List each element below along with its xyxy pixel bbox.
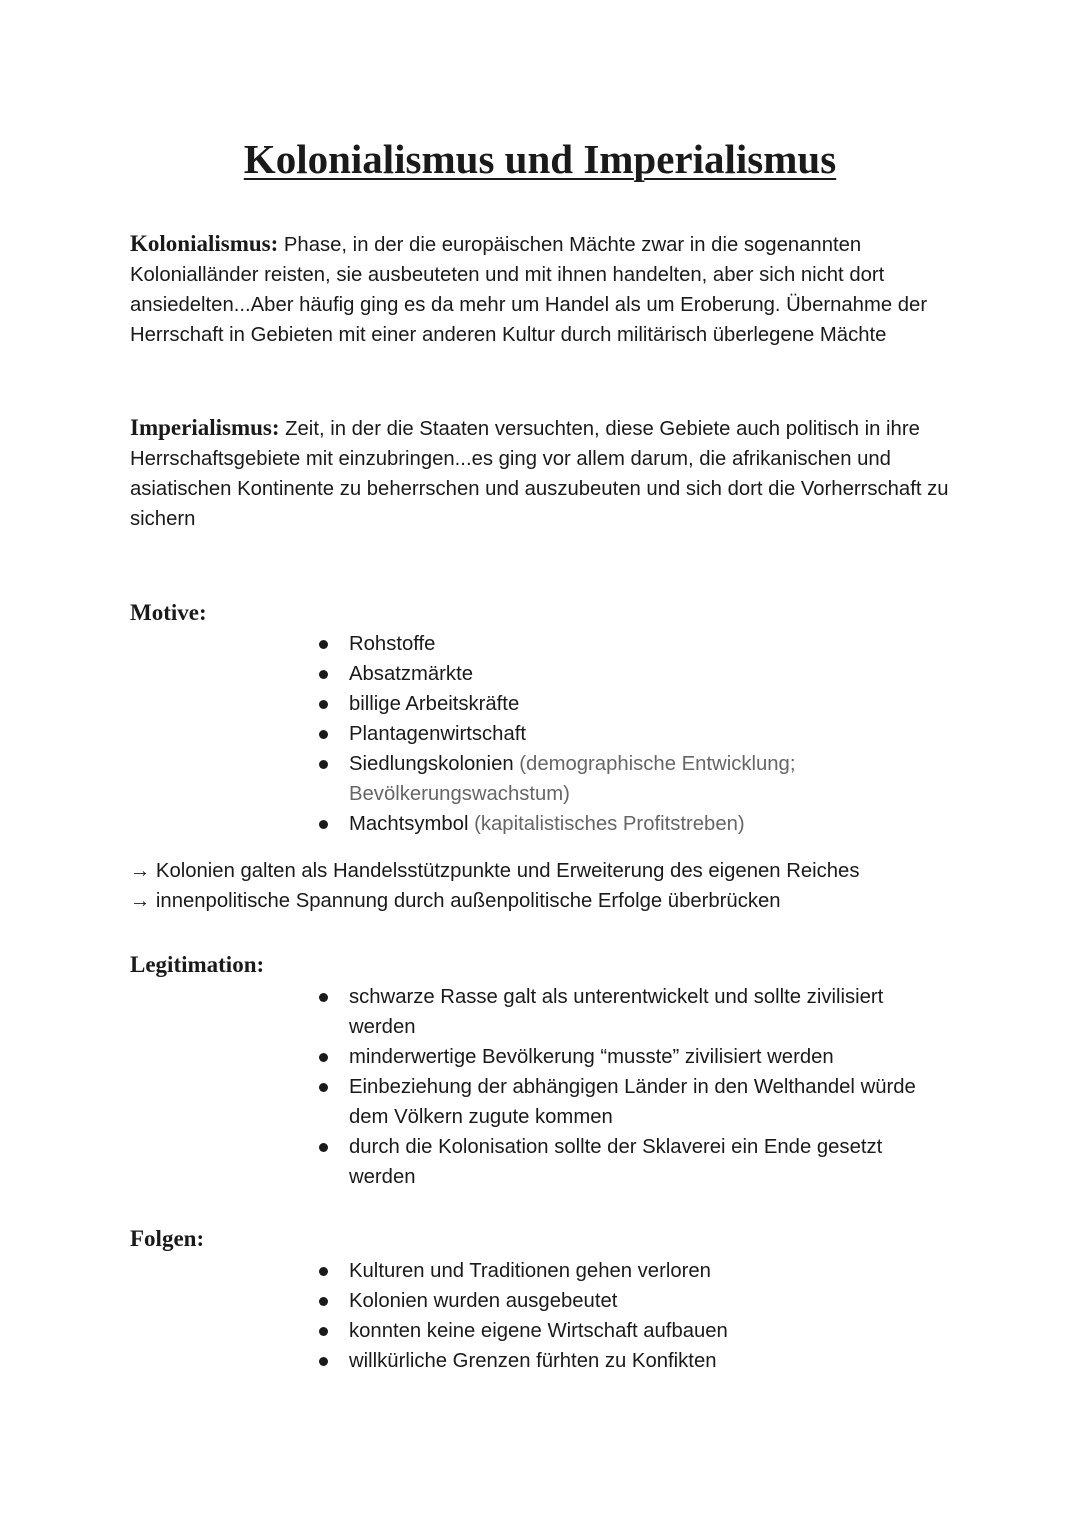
list-item-text: konnten keine eigene Wirtschaft aufbauen (349, 1320, 728, 1342)
bullet-icon (319, 700, 328, 709)
list-item (349, 1042, 949, 1072)
list-item-text: billige Arbeitskräfte (349, 693, 520, 715)
list-item (349, 1346, 949, 1376)
imperialismus-paragraph (130, 413, 960, 534)
motive-heading: Motive: (130, 600, 207, 625)
list-item (349, 659, 949, 689)
list-item-text: Einbeziehung der abhängigen Länder in den Welthandel würde dem Völkern zugute kommen (349, 1076, 916, 1128)
list-item-text: Siedlungskolonien (349, 753, 514, 775)
motive-list (349, 629, 949, 839)
list-item (349, 1072, 949, 1132)
list-item-text: Kulturen und Traditionen gehen verloren (349, 1260, 711, 1282)
bullet-icon (319, 1357, 328, 1366)
list-item-note: (demographische Entwicklung; Bevölkerungswachstum) (349, 753, 796, 805)
bullet-icon (319, 993, 328, 1002)
list-item-text: Rohstoffe (349, 633, 436, 655)
motive-conclusion-2: → innenpolitische Spannung durch außenpolitische Erfolge überbrücken (130, 890, 781, 912)
list-item-text: schwarze Rasse galt als unterentwickelt und sollte zivilisiert werden (349, 986, 884, 1038)
bullet-icon (319, 1143, 328, 1152)
folgen-list (349, 1256, 949, 1376)
list-item-text: willkürliche Grenzen fürhten zu Konfikten (349, 1350, 717, 1372)
list-item (349, 689, 949, 719)
bullet-icon (319, 640, 328, 649)
list-item (349, 1256, 949, 1286)
list-item-text: minderwertige Bevölkerung “musste” zivilisiert werden (349, 1046, 834, 1068)
bullet-icon (319, 820, 328, 829)
list-item (349, 719, 949, 749)
list-item (349, 809, 949, 839)
list-item-text: Machtsymbol (349, 813, 469, 835)
bullet-icon (319, 1083, 328, 1092)
list-item-text: Plantagenwirtschaft (349, 723, 526, 745)
list-item-text: durch die Kolonisation sollte der Sklaverei ein Ende gesetzt werden (349, 1136, 883, 1188)
kolonialismus-term: Kolonialismus: (130, 231, 279, 256)
legitimation-list (349, 982, 949, 1192)
bullet-icon (319, 1053, 328, 1062)
list-item (349, 1286, 949, 1316)
kolonialismus-paragraph (130, 229, 960, 350)
list-item-text: Kolonien wurden ausgebeutet (349, 1290, 618, 1312)
folgen-heading: Folgen: (130, 1226, 205, 1251)
list-item-note: (kapitalistisches Profitstreben) (474, 813, 745, 835)
list-item-text: Absatzmärkte (349, 663, 473, 685)
imperialismus-term: Imperialismus: (130, 415, 280, 440)
list-item (349, 1316, 949, 1346)
motive-conclusion-1: → Kolonien galten als Handelsstützpunkte und Erweiterung des eigenen Reiches (130, 860, 860, 882)
kolonialismus-definition: Phase, in der die europäischen Mächte zwar in die sogenannten Kolonialländer reisten, sie ausbeuteten und mit ihnen handelten, aber sich nicht dort ansiedelten...Aber häufig ging es da mehr um Handel als um Eroberung. Übernahme der Herrschaft in Gebieten mit einer anderen Kultur durch militärisch überlegene Mächte (130, 234, 928, 346)
list-item (349, 982, 949, 1042)
bullet-icon (319, 730, 328, 739)
list-item (349, 629, 949, 659)
bullet-icon (319, 760, 328, 769)
bullet-icon (319, 670, 328, 679)
bullet-icon (319, 1327, 328, 1336)
bullet-icon (319, 1267, 328, 1276)
list-item (349, 1132, 949, 1192)
list-item (349, 749, 949, 809)
legitimation-heading: Legitimation: (130, 952, 265, 977)
imperialismus-definition: Zeit, in der die Staaten versuchten, diese Gebiete auch politisch in ihre Herrschaftsgebiete mit einzubringen...es ging vor allem darum, die afrikanischen und asiatischen Kontinente zu beherrschen und auszubeuten und sich dort die Vorherrschaft zu sichern (130, 418, 949, 530)
page-title: Kolonialismus und Imperialismus (243, 136, 837, 182)
bullet-icon (319, 1297, 328, 1306)
